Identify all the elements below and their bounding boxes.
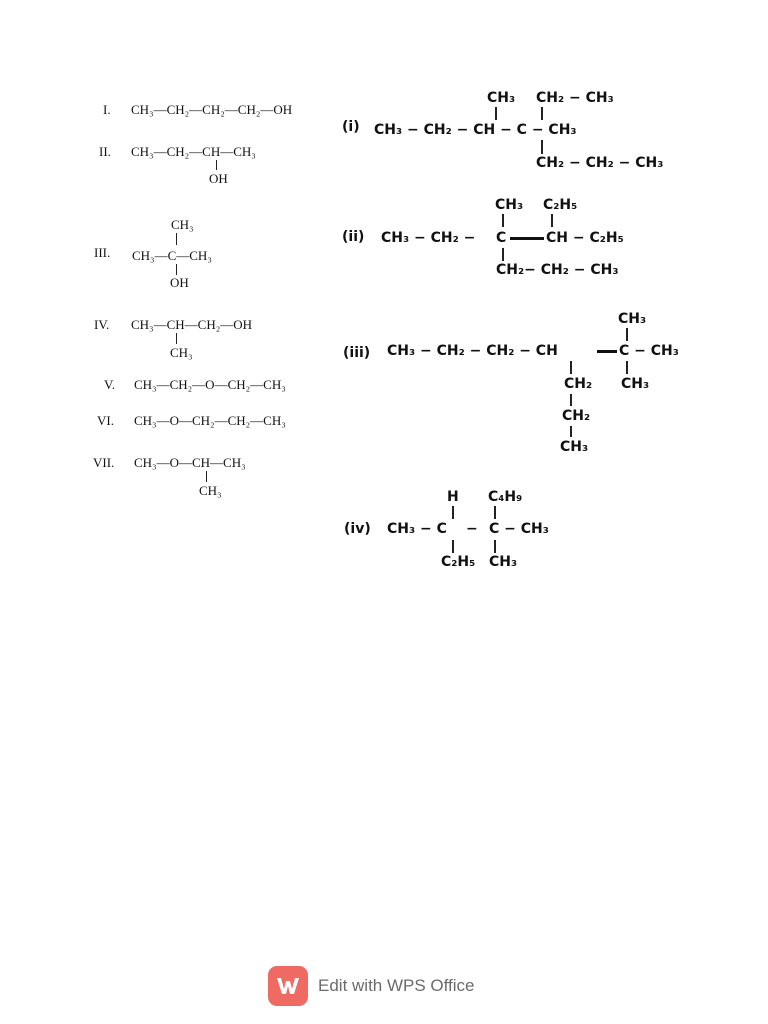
- struct-i-top-b: CH₂ − CH₃: [536, 90, 614, 106]
- formula-6: CH₃—O—CH₂—CH₂—CH₃: [134, 413, 286, 428]
- bold-bond: [597, 350, 617, 353]
- item-number: VI.: [97, 413, 114, 428]
- formula-2-oh: OH: [209, 171, 228, 186]
- struct-iii-right-below: CH₃: [621, 376, 650, 392]
- struct-iii-label: (iii): [343, 345, 371, 361]
- formula-7-ch3: CH₃: [199, 483, 222, 498]
- formula-3-top: CH₃: [171, 217, 194, 232]
- item-number: V.: [104, 377, 115, 392]
- wps-w-icon: [268, 966, 308, 1006]
- bond-line: [176, 333, 177, 344]
- struct-ii-label: (ii): [342, 229, 365, 245]
- bond-line: [494, 506, 496, 519]
- item-number: III.: [94, 245, 111, 260]
- formula-4-ch3: CH₃: [170, 345, 193, 360]
- struct-i-main: CH₃ − CH₂ − CH − C − CH₃: [374, 122, 577, 138]
- formula-4: CH₃—CH—CH₂—OH: [131, 317, 253, 332]
- formula-5: CH₃—CH₂—O—CH₂—CH₃: [134, 377, 286, 392]
- struct-iii-main-left: CH₃ − CH₂ − CH₂ − CH: [387, 343, 558, 359]
- bond-line: [502, 214, 504, 227]
- bond-line: [452, 506, 454, 519]
- struct-ii-main-right: CH − C₂H₅: [546, 230, 624, 246]
- struct-iv-dash: −: [466, 521, 478, 537]
- watermark-text: Edit with WPS Office: [318, 976, 475, 995]
- struct-iv-main-left: CH₃ − C: [387, 521, 447, 537]
- bond-line: [541, 107, 543, 120]
- bond-line: [570, 426, 572, 437]
- struct-ii-bottom: CH₂− CH₂ − CH₃: [496, 262, 619, 278]
- bond-line: [206, 471, 207, 482]
- bond-line: [502, 248, 504, 261]
- struct-iv-bottom-a: C₂H₅: [441, 554, 476, 570]
- formula-3: CH₃—C—CH₃: [132, 248, 212, 263]
- formula-2: CH₃—CH₂—CH—CH₃: [131, 144, 256, 159]
- bond-line: [216, 160, 217, 170]
- bond-line: [176, 233, 177, 245]
- bond-line: [626, 361, 628, 374]
- struct-ii-top-b: C₂H₅: [543, 197, 578, 213]
- bond-line: [494, 540, 496, 553]
- struct-iii-top: CH₃: [618, 311, 647, 327]
- struct-i-label: (i): [342, 119, 360, 135]
- struct-iv-main-right: C − CH₃: [489, 521, 549, 537]
- struct-i-bottom: CH₂ − CH₂ − CH₃: [536, 155, 664, 171]
- struct-iv-bottom-b: CH₃: [489, 554, 518, 570]
- struct-ii-main-left: CH₃ − CH₂ −: [381, 230, 476, 246]
- bond-line: [570, 394, 572, 406]
- bond-line: [452, 540, 454, 553]
- struct-iv-top-b: C₄H₉: [488, 489, 523, 505]
- bond-line: [551, 214, 553, 227]
- formula-7: CH₃—O—CH—CH₃: [134, 455, 246, 470]
- struct-ii-main-c: C: [496, 230, 507, 246]
- bond-line: [495, 107, 497, 120]
- bond-line: [176, 264, 177, 275]
- wps-watermark[interactable]: [268, 964, 475, 1008]
- bond-line: [541, 140, 543, 154]
- item-number: II.: [99, 144, 111, 159]
- struct-ii-top-a: CH₃: [495, 197, 524, 213]
- item-number: VII.: [93, 455, 115, 470]
- formula-3-oh: OH: [170, 275, 189, 290]
- item-number: IV.: [94, 317, 110, 332]
- struct-iii-chain-1: CH₂: [564, 376, 593, 392]
- struct-iv-top-a: H: [447, 489, 459, 505]
- item-number: I.: [103, 102, 111, 117]
- struct-iii-chain-2: CH₂: [562, 408, 591, 424]
- bold-bond: [510, 237, 544, 240]
- struct-i-top-a: CH₃: [487, 90, 516, 106]
- bond-line: [570, 361, 572, 374]
- struct-iii-chain-3: CH₃: [560, 439, 589, 455]
- struct-iv-label: (iv): [344, 521, 371, 537]
- formula-1: CH₃—CH₂—CH₂—CH₂—OH: [131, 102, 293, 117]
- struct-iii-main-right: C − CH₃: [619, 343, 679, 359]
- bond-line: [626, 328, 628, 341]
